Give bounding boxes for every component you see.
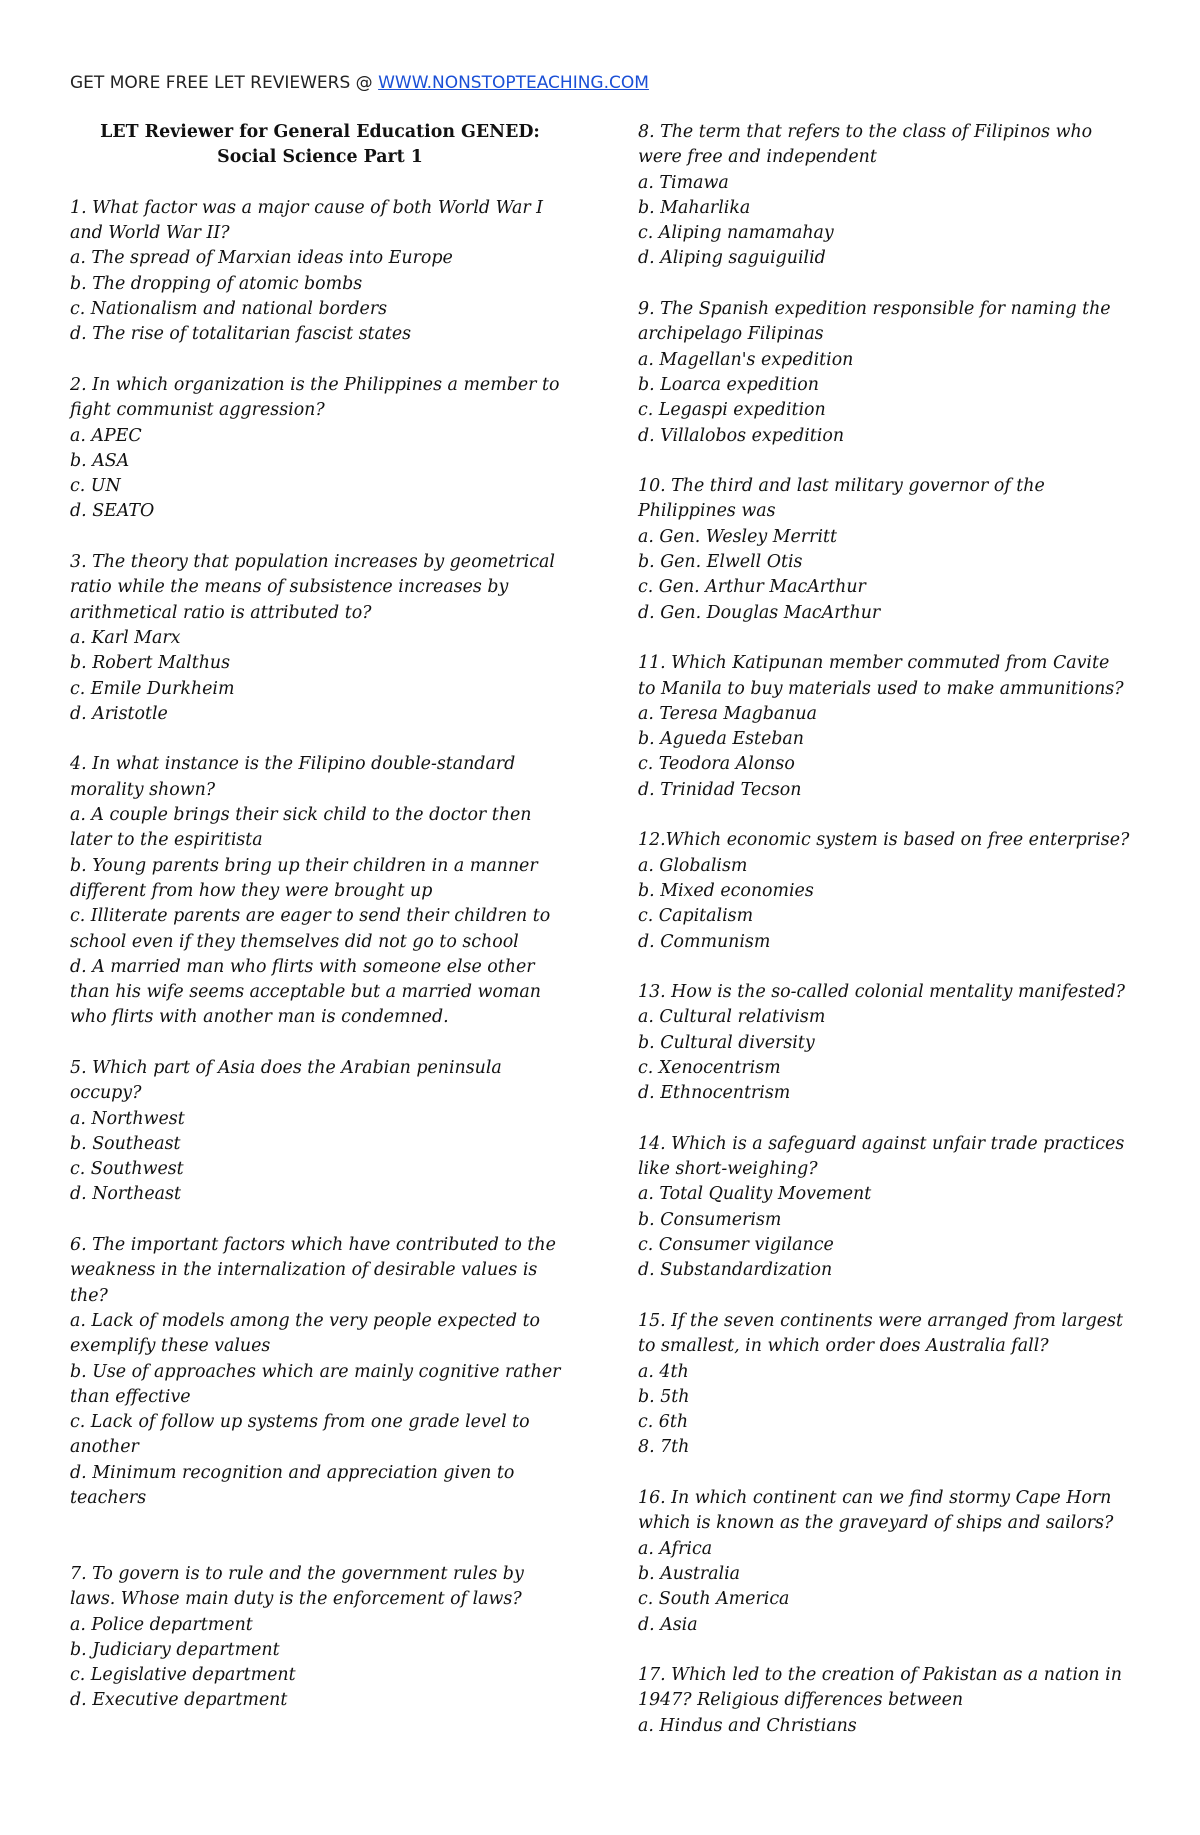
answer-option: who flirts with another man is condemned. bbox=[70, 1007, 449, 1028]
answer-option: a. Cultural relativism bbox=[638, 1007, 826, 1028]
question-text: 14. Which is a safeguard against unfair trade practices bbox=[638, 1133, 1125, 1154]
page-header bbox=[70, 73, 649, 93]
title-line-2: Social Science Part 1 bbox=[217, 147, 423, 168]
question-text: 6. The important factors which have contributed to the bbox=[70, 1235, 556, 1256]
question-text: 11. Which Katipunan member commuted from Cavite bbox=[638, 653, 1110, 674]
answer-option: b. 5th bbox=[638, 1386, 690, 1407]
question-text: 16. In which continent can we find stormy Cape Horn bbox=[638, 1488, 1112, 1509]
question-text: fight communist aggression? bbox=[70, 400, 325, 421]
answer-option: a. APEC bbox=[70, 425, 142, 446]
question-14 bbox=[638, 1132, 1158, 1284]
question-text: the? bbox=[70, 1285, 108, 1306]
answer-option: b. Cultural diversity bbox=[638, 1032, 815, 1053]
question-15 bbox=[638, 1309, 1158, 1461]
question-text: 2. In which organization is the Philippines a member to bbox=[70, 374, 560, 395]
question-12 bbox=[638, 828, 1158, 954]
answer-option: d. Communism bbox=[638, 931, 771, 952]
answer-option: c. Lack of follow up systems from one grade level to bbox=[70, 1412, 530, 1433]
answer-option: c. Gen. Arthur MacArthur bbox=[638, 577, 866, 598]
question-text: 10. The third and last military governor of the bbox=[638, 476, 1045, 497]
question-10 bbox=[638, 474, 1158, 626]
answer-option: b. Agueda Esteban bbox=[638, 729, 805, 750]
answer-option: d. Trinidad Tecson bbox=[638, 779, 802, 800]
question-text: weakness in the internalization of desirable values is bbox=[70, 1260, 538, 1281]
answer-option: a. Magellan's expedition bbox=[638, 349, 854, 370]
question-2 bbox=[70, 373, 570, 525]
answer-option: school even if they themselves did not go to school bbox=[70, 931, 519, 952]
question-text: 3. The theory that population increases by geometrical bbox=[70, 552, 555, 573]
answer-option: a. Police department bbox=[70, 1614, 253, 1635]
answer-option: d. The rise of totalitarian fascist states bbox=[70, 324, 412, 345]
answer-option: d. Aliping saguiguilid bbox=[638, 248, 826, 269]
answer-option: c. Illiterate parents are eager to send their children to bbox=[70, 906, 551, 927]
answer-option: 8. 7th bbox=[638, 1437, 690, 1458]
question-text: 15. If the seven continents were arranged from largest bbox=[638, 1310, 1123, 1331]
answer-option: d. Minimum recognition and appreciation given to bbox=[70, 1462, 515, 1483]
answer-option: c. Teodora Alonso bbox=[638, 754, 795, 775]
question-text: which is known as the graveyard of ships and sailors? bbox=[638, 1513, 1114, 1534]
answer-option: a. The spread of Marxian ideas into Europe bbox=[70, 248, 453, 269]
answer-option: c. Legaspi expedition bbox=[638, 400, 826, 421]
answer-option: c. 6th bbox=[638, 1412, 689, 1433]
question-4 bbox=[70, 752, 570, 1030]
answer-option: another bbox=[70, 1437, 139, 1458]
left-column bbox=[70, 120, 570, 1714]
answer-option: different from how they were brought up bbox=[70, 880, 433, 901]
document-title bbox=[70, 120, 570, 171]
right-column bbox=[638, 120, 1158, 1739]
answer-option: b. Robert Malthus bbox=[70, 653, 231, 674]
answer-option: d. Ethnocentrism bbox=[638, 1083, 791, 1104]
title-line-1: LET Reviewer for General Education GENED: bbox=[100, 122, 540, 142]
question-text: to Manila to buy materials used to make ammunitions? bbox=[638, 678, 1124, 699]
answer-option: a. 4th bbox=[638, 1361, 689, 1382]
answer-option: b. Gen. Elwell Otis bbox=[638, 552, 803, 573]
question-17 bbox=[638, 1663, 1158, 1739]
question-9 bbox=[638, 297, 1158, 449]
answer-option: exemplify these values bbox=[70, 1336, 271, 1357]
question-6 bbox=[70, 1233, 570, 1511]
question-3 bbox=[70, 550, 570, 727]
answer-option: b. Judiciary department bbox=[70, 1639, 280, 1660]
answer-option: d. SEATO bbox=[70, 501, 155, 522]
question-text: to smallest, in which order does Australia fall? bbox=[638, 1336, 1049, 1357]
answer-option: a. Africa bbox=[638, 1538, 713, 1559]
answer-option: a. Lack of models among the very people expected to bbox=[70, 1310, 541, 1331]
answer-option: b. ASA bbox=[70, 450, 130, 471]
answer-option: b. Use of approaches which are mainly cognitive rather bbox=[70, 1361, 561, 1382]
answer-option: c. Legislative department bbox=[70, 1665, 296, 1686]
question-text: 1947? Religious differences between bbox=[638, 1690, 964, 1711]
answer-option: teachers bbox=[70, 1488, 147, 1509]
question-text: Philippines was bbox=[638, 501, 776, 522]
question-text: occupy? bbox=[70, 1083, 142, 1104]
question-text: 17. Which led to the creation of Pakistan as a nation in bbox=[638, 1665, 1122, 1686]
answer-option: c. Nationalism and national borders bbox=[70, 299, 388, 320]
answer-option: a. Northwest bbox=[70, 1108, 185, 1129]
question-text: and World War II? bbox=[70, 223, 230, 244]
answer-option: b. Loarca expedition bbox=[638, 374, 819, 395]
answer-option: c. South America bbox=[638, 1589, 790, 1610]
answer-option: b. Maharlika bbox=[638, 197, 751, 218]
question-1 bbox=[70, 196, 570, 348]
answer-option: c. Xenocentrism bbox=[638, 1057, 781, 1078]
answer-option: d. Asia bbox=[638, 1614, 698, 1635]
question-16 bbox=[638, 1486, 1158, 1638]
answer-option: a. Timawa bbox=[638, 172, 729, 193]
question-text: like short-weighing? bbox=[638, 1159, 818, 1180]
answer-option: d. Executive department bbox=[70, 1690, 288, 1711]
answer-option: d. Villalobos expedition bbox=[638, 425, 845, 446]
answer-option: a. Teresa Magbanua bbox=[638, 703, 817, 724]
question-text: 8. The term that refers to the class of Filipinos who bbox=[638, 122, 1093, 142]
answer-option: c. UN bbox=[70, 476, 121, 497]
question-text: 7. To govern is to rule and the government rules by bbox=[70, 1563, 524, 1584]
answer-option: c. Aliping namamahay bbox=[638, 223, 834, 244]
answer-option: c. Capitalism bbox=[638, 906, 754, 927]
question-text: 1. What factor was a major cause of both World War I bbox=[70, 197, 544, 218]
answer-option: c. Southwest bbox=[70, 1159, 184, 1180]
question-7 bbox=[70, 1562, 570, 1714]
question-text: ratio while the means of subsistence increases by bbox=[70, 577, 509, 598]
answer-option: d. Gen. Douglas MacArthur bbox=[638, 602, 881, 623]
answer-option: than his wife seems acceptable but a married woman bbox=[70, 982, 541, 1003]
answer-option: a. Total Quality Movement bbox=[638, 1184, 872, 1205]
answer-option: d. Aristotle bbox=[70, 703, 168, 724]
answer-option: a. Hindus and Christians bbox=[638, 1715, 857, 1736]
answer-option: a. Gen. Wesley Merritt bbox=[638, 526, 838, 547]
answer-option: c. Emile Durkheim bbox=[70, 678, 235, 699]
answer-option: d. A married man who flirts with someone else other bbox=[70, 956, 535, 977]
answer-option: later to the espiritista bbox=[70, 830, 263, 851]
question-8 bbox=[638, 120, 1158, 272]
question-13 bbox=[638, 980, 1158, 1106]
question-text: 12.Which economic system is based on free enterprise? bbox=[638, 830, 1130, 851]
answer-option: b. Australia bbox=[638, 1563, 741, 1584]
answer-option: c. Consumer vigilance bbox=[638, 1235, 834, 1256]
question-text: arithmetical ratio is attributed to? bbox=[70, 602, 372, 623]
question-text: 5. Which part of Asia does the Arabian peninsula bbox=[70, 1057, 502, 1078]
question-11 bbox=[638, 651, 1158, 803]
answer-option: b. Southeast bbox=[70, 1133, 181, 1154]
answer-option: d. Substandardization bbox=[638, 1260, 833, 1281]
answer-option: a. A couple brings their sick child to the doctor then bbox=[70, 805, 532, 826]
header-text: GET MORE FREE LET REVIEWERS @ bbox=[70, 73, 379, 93]
answer-option: a. Karl Marx bbox=[70, 627, 181, 648]
website-link[interactable]: WWW.NONSTOPTEACHING.COM bbox=[378, 73, 649, 93]
answer-option: d. Northeast bbox=[70, 1184, 181, 1205]
answer-option: b. The dropping of atomic bombs bbox=[70, 273, 363, 294]
question-text: archipelago Filipinas bbox=[638, 324, 824, 345]
question-text: laws. Whose main duty is the enforcement of laws? bbox=[70, 1589, 522, 1610]
question-text: 13. How is the so-called colonial mentality manifested? bbox=[638, 982, 1125, 1003]
answer-option: b. Mixed economies bbox=[638, 880, 814, 901]
answer-option: b. Consumerism bbox=[638, 1209, 782, 1230]
answer-option: than effective bbox=[70, 1386, 191, 1407]
question-text: 4. In what instance is the Filipino double-standard bbox=[70, 754, 516, 775]
question-text: morality shown? bbox=[70, 779, 216, 800]
answer-option: a. Globalism bbox=[638, 855, 748, 876]
answer-option: b. Young parents bring up their children in a manner bbox=[70, 855, 538, 876]
question-5 bbox=[70, 1056, 570, 1208]
question-text: 9. The Spanish expedition responsible for naming the bbox=[638, 299, 1111, 320]
question-text: were free and independent bbox=[638, 147, 877, 168]
